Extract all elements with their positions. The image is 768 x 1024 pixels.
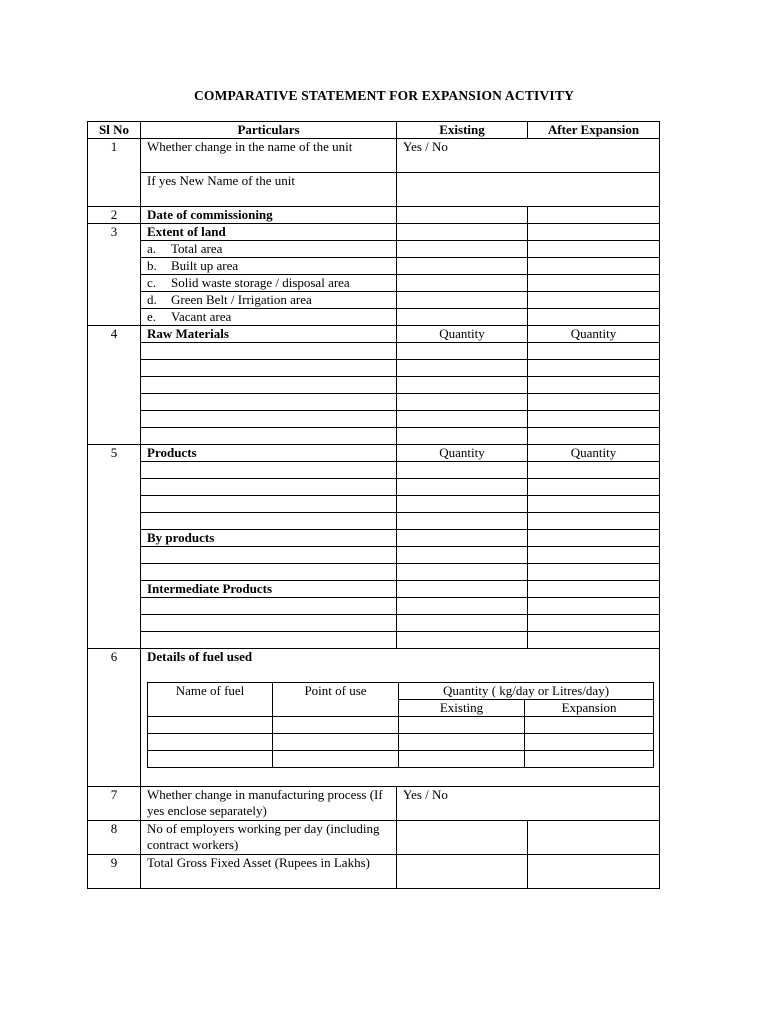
table-row bbox=[88, 258, 660, 275]
fuel-header-point: Point of use bbox=[273, 683, 399, 717]
table-row bbox=[88, 632, 660, 649]
document-title: COMPARATIVE STATEMENT FOR EXPANSION ACTIVITY bbox=[193, 88, 575, 103]
after-cell[interactable] bbox=[528, 394, 660, 411]
fuel-header-existing: Existing bbox=[399, 700, 525, 717]
table-row bbox=[88, 445, 660, 462]
fuel-header-quantity: Quantity ( kg/day or Litres/day) bbox=[399, 683, 654, 700]
after-cell[interactable] bbox=[528, 343, 660, 360]
fuel-header-name: Name of fuel bbox=[148, 683, 273, 717]
existing-cell[interactable] bbox=[397, 547, 528, 564]
existing-cell[interactable] bbox=[397, 479, 528, 496]
existing-cell[interactable] bbox=[397, 309, 528, 326]
process-change-answer[interactable]: Yes / No bbox=[397, 787, 660, 821]
table-row bbox=[88, 787, 660, 821]
table-row bbox=[88, 360, 660, 377]
table-row bbox=[88, 139, 660, 173]
land-label: Extent of land bbox=[141, 224, 397, 241]
header-existing: Existing bbox=[397, 122, 528, 139]
table-row bbox=[88, 173, 660, 191]
fuel-row bbox=[148, 751, 654, 768]
table-row bbox=[88, 326, 660, 343]
existing-cell[interactable] bbox=[397, 360, 528, 377]
table-row bbox=[88, 615, 660, 632]
sl-no: 8 bbox=[88, 821, 141, 855]
after-cell[interactable] bbox=[528, 258, 660, 275]
fuel-expansion-cell[interactable] bbox=[525, 751, 654, 768]
table-row bbox=[88, 649, 660, 787]
raw-material-cell[interactable] bbox=[141, 394, 397, 411]
after-cell[interactable] bbox=[528, 377, 660, 394]
existing-cell[interactable] bbox=[397, 564, 528, 581]
table-row bbox=[88, 462, 660, 479]
table-row bbox=[88, 224, 660, 241]
sl-no: 2 bbox=[88, 207, 141, 224]
fuel-name-cell[interactable] bbox=[148, 717, 273, 734]
fuel-point-cell[interactable] bbox=[273, 717, 399, 734]
land-item bbox=[141, 309, 397, 326]
item-letter: b. bbox=[147, 258, 157, 273]
product-cell[interactable] bbox=[141, 462, 397, 479]
table-row bbox=[88, 394, 660, 411]
after-cell[interactable] bbox=[528, 632, 660, 649]
sl-no: 6 bbox=[88, 649, 141, 787]
after-cell[interactable] bbox=[528, 513, 660, 530]
sl-no: 9 bbox=[88, 855, 141, 889]
after-cell[interactable] bbox=[528, 615, 660, 632]
after-cell[interactable] bbox=[528, 241, 660, 258]
table-row bbox=[88, 821, 660, 855]
after-cell[interactable] bbox=[528, 275, 660, 292]
item-text: Total area bbox=[171, 241, 223, 256]
table-row bbox=[88, 598, 660, 615]
process-change-question: Whether change in manufacturing process (If yes enclose separately) bbox=[141, 787, 397, 821]
header-sl-no: Sl No bbox=[88, 122, 141, 139]
quantity-existing-label: Quantity bbox=[397, 445, 528, 462]
fuel-existing-cell[interactable] bbox=[399, 751, 525, 768]
item-letter: d. bbox=[147, 292, 157, 307]
after-cell[interactable] bbox=[528, 530, 660, 547]
table-row bbox=[88, 241, 660, 258]
fuel-header-expansion: Expansion bbox=[525, 700, 654, 717]
product-cell[interactable] bbox=[141, 496, 397, 513]
land-item bbox=[141, 292, 397, 309]
name-change-answer[interactable]: Yes / No bbox=[397, 139, 660, 173]
existing-cell[interactable] bbox=[397, 394, 528, 411]
existing-cell[interactable] bbox=[397, 275, 528, 292]
by-products-label: By products bbox=[141, 530, 397, 547]
existing-cell[interactable] bbox=[397, 241, 528, 258]
item-text: Solid waste storage / disposal area bbox=[171, 275, 350, 290]
existing-cell[interactable] bbox=[397, 343, 528, 360]
land-item bbox=[141, 275, 397, 292]
products-label: Products bbox=[141, 445, 397, 462]
after-cell[interactable] bbox=[528, 547, 660, 564]
table-row bbox=[88, 530, 660, 547]
fuel-name-cell[interactable] bbox=[148, 751, 273, 768]
table-row bbox=[88, 496, 660, 513]
existing-cell[interactable] bbox=[397, 411, 528, 428]
employees-label: No of employers working per day (including contract workers) bbox=[141, 821, 397, 855]
existing-cell[interactable] bbox=[397, 496, 528, 513]
raw-material-cell[interactable] bbox=[141, 411, 397, 428]
product-cell[interactable] bbox=[141, 479, 397, 496]
intermediate-products-label: Intermediate Products bbox=[141, 581, 397, 598]
header-after-expansion: After Expansion bbox=[528, 122, 660, 139]
table-row bbox=[88, 343, 660, 360]
existing-cell[interactable] bbox=[397, 615, 528, 632]
table-row bbox=[88, 564, 660, 581]
land-item bbox=[141, 241, 397, 258]
item-letter: c. bbox=[147, 275, 157, 290]
sl-no: 1 bbox=[88, 139, 141, 207]
fuel-point-cell[interactable] bbox=[273, 751, 399, 768]
sl-no: 5 bbox=[88, 445, 141, 649]
existing-cell[interactable] bbox=[397, 632, 528, 649]
intermediate-cell[interactable] bbox=[141, 598, 397, 615]
after-cell[interactable] bbox=[528, 411, 660, 428]
by-product-cell[interactable] bbox=[141, 547, 397, 564]
quantity-existing-label: Quantity bbox=[397, 326, 528, 343]
table-row bbox=[88, 581, 660, 598]
raw-material-cell[interactable] bbox=[141, 343, 397, 360]
new-name-field[interactable] bbox=[397, 173, 660, 207]
existing-cell[interactable] bbox=[397, 207, 528, 224]
existing-cell[interactable] bbox=[397, 598, 528, 615]
after-cell[interactable] bbox=[528, 309, 660, 326]
quantity-after-label: Quantity bbox=[528, 326, 660, 343]
fuel-section bbox=[141, 649, 660, 787]
after-cell[interactable] bbox=[528, 581, 660, 598]
fixed-asset-label: Total Gross Fixed Asset (Rupees in Lakhs) bbox=[141, 855, 397, 889]
sl-no: 4 bbox=[88, 326, 141, 445]
fuel-point-cell[interactable] bbox=[273, 734, 399, 751]
land-item bbox=[141, 258, 397, 275]
fuel-table bbox=[147, 682, 654, 768]
header-row bbox=[88, 122, 660, 139]
by-product-cell[interactable] bbox=[141, 564, 397, 581]
item-text: Built up area bbox=[171, 258, 239, 273]
after-cell[interactable] bbox=[528, 224, 660, 241]
after-cell[interactable] bbox=[528, 207, 660, 224]
existing-cell[interactable] bbox=[397, 428, 528, 445]
commissioning-label: Date of commissioning bbox=[141, 207, 397, 224]
existing-cell[interactable] bbox=[397, 581, 528, 598]
existing-cell[interactable] bbox=[397, 855, 528, 889]
after-cell[interactable] bbox=[528, 564, 660, 581]
existing-cell[interactable] bbox=[397, 513, 528, 530]
fuel-name-cell[interactable] bbox=[148, 734, 273, 751]
item-letter: a. bbox=[147, 241, 157, 256]
fuel-expansion-cell[interactable] bbox=[525, 717, 654, 734]
existing-cell[interactable] bbox=[397, 292, 528, 309]
raw-materials-label: Raw Materials bbox=[141, 326, 397, 343]
header-particulars: Particulars bbox=[141, 122, 397, 139]
table-row bbox=[88, 428, 660, 445]
comparative-statement-table bbox=[87, 121, 660, 889]
item-text: Vacant area bbox=[171, 309, 232, 324]
table-row bbox=[88, 309, 660, 326]
fuel-existing-cell[interactable] bbox=[399, 734, 525, 751]
table-row bbox=[88, 377, 660, 394]
table-row bbox=[88, 275, 660, 292]
after-cell[interactable] bbox=[528, 360, 660, 377]
after-cell[interactable] bbox=[528, 462, 660, 479]
table-row bbox=[88, 479, 660, 496]
table-row bbox=[88, 207, 660, 224]
new-name-question: If yes New Name of the unit bbox=[141, 173, 397, 191]
existing-cell[interactable] bbox=[397, 821, 528, 855]
after-cell[interactable] bbox=[528, 292, 660, 309]
after-cell[interactable] bbox=[528, 428, 660, 445]
fuel-existing-cell[interactable] bbox=[399, 717, 525, 734]
fuel-expansion-cell[interactable] bbox=[525, 734, 654, 751]
product-cell[interactable] bbox=[141, 513, 397, 530]
after-cell[interactable] bbox=[528, 496, 660, 513]
after-cell[interactable] bbox=[528, 855, 660, 889]
intermediate-cell[interactable] bbox=[141, 632, 397, 649]
fuel-row bbox=[148, 734, 654, 751]
item-letter: e. bbox=[147, 309, 157, 324]
after-cell[interactable] bbox=[528, 598, 660, 615]
fuel-label: Details of fuel used bbox=[147, 649, 253, 664]
existing-cell[interactable] bbox=[397, 530, 528, 547]
quantity-after-label: Quantity bbox=[528, 445, 660, 462]
sl-no: 7 bbox=[88, 787, 141, 821]
intermediate-cell[interactable] bbox=[141, 615, 397, 632]
table-row bbox=[88, 855, 660, 889]
spacer-cell bbox=[141, 190, 397, 207]
existing-cell[interactable] bbox=[397, 377, 528, 394]
table-row bbox=[88, 513, 660, 530]
table-row bbox=[88, 411, 660, 428]
existing-cell[interactable] bbox=[397, 462, 528, 479]
fuel-row bbox=[148, 717, 654, 734]
sl-no: 3 bbox=[88, 224, 141, 326]
after-cell[interactable] bbox=[528, 821, 660, 855]
raw-material-cell[interactable] bbox=[141, 360, 397, 377]
existing-cell[interactable] bbox=[397, 258, 528, 275]
table-row bbox=[88, 547, 660, 564]
item-text: Green Belt / Irrigation area bbox=[171, 292, 312, 307]
existing-cell[interactable] bbox=[397, 224, 528, 241]
raw-material-cell[interactable] bbox=[141, 428, 397, 445]
raw-material-cell[interactable] bbox=[141, 377, 397, 394]
name-change-question: Whether change in the name of the unit bbox=[141, 139, 397, 173]
after-cell[interactable] bbox=[528, 479, 660, 496]
table-row bbox=[88, 292, 660, 309]
